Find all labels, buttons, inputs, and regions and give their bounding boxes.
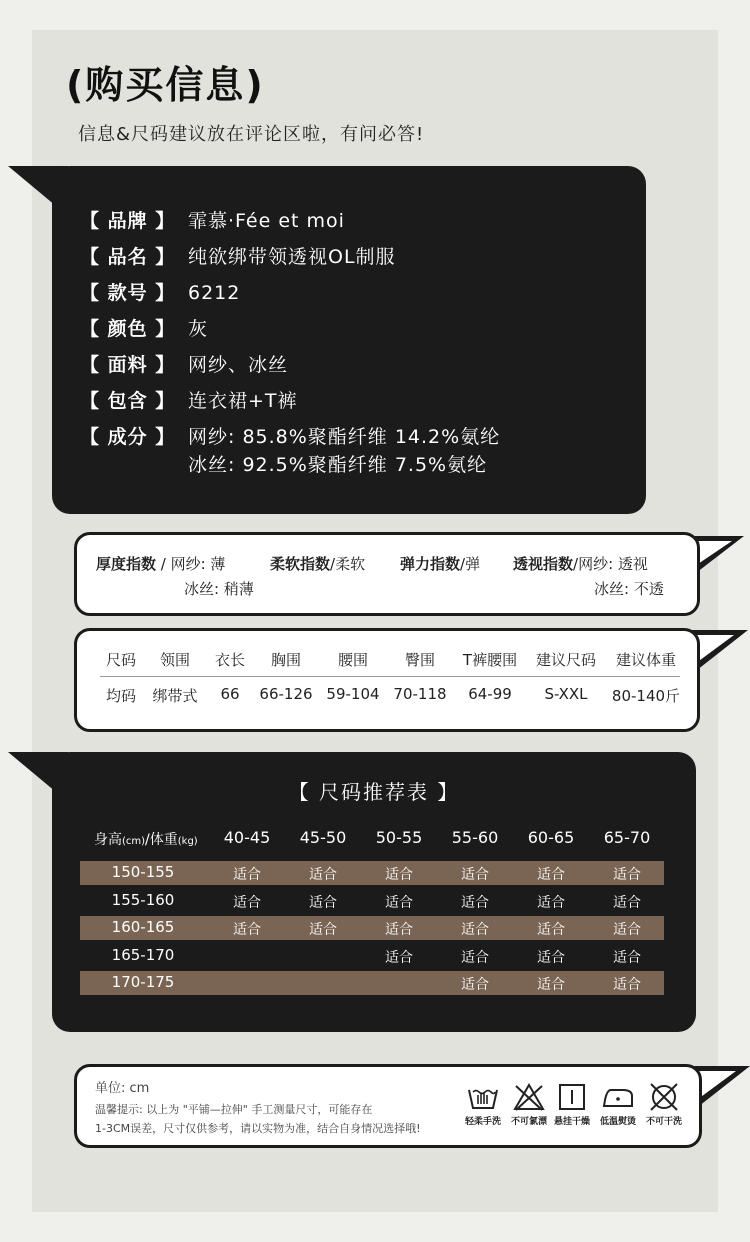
size-header: 臀围 — [404, 651, 436, 669]
sheer-value: /网纱: 透视 — [573, 555, 648, 573]
size-cell: 70-118 — [393, 685, 447, 703]
info-value: 连衣裙+T裤 — [188, 390, 298, 412]
weight-header: 50-55 — [375, 828, 423, 847]
fit-cell: 适合 — [613, 922, 641, 938]
recommend-corner-label — [94, 829, 198, 849]
height-range: 170-175 — [111, 973, 175, 991]
hand-wash-icon — [466, 1082, 500, 1112]
no-dry-clean-icon — [647, 1082, 681, 1112]
size-cell: 66 — [220, 685, 240, 703]
recommend-row — [80, 971, 664, 995]
size-header: 建议体重 — [615, 651, 677, 669]
tip-line-1: 温馨提示: 以上为 "平铺—拉伸" 手工测量尺寸，可能存在 — [95, 1103, 373, 1116]
size-table-box — [74, 628, 700, 732]
info-value: 霏慕·Fée et moi — [188, 210, 345, 232]
info-key: 【 款号 】 — [80, 282, 176, 304]
care-label: 轻柔手洗 — [464, 1117, 501, 1127]
info-row-includes — [80, 386, 298, 413]
corner-height: 身高 — [94, 832, 122, 848]
info-row-fabric — [80, 350, 288, 377]
fit-cell: 适合 — [233, 922, 261, 938]
info-row-style-no — [80, 278, 240, 305]
fit-cell: 适合 — [309, 867, 337, 883]
corner-weight-unit: (kg) — [177, 836, 198, 847]
fit-cell: 适合 — [385, 867, 413, 883]
info-row-brand — [80, 206, 345, 233]
size-cell: 59-104 — [326, 685, 380, 703]
fit-cell: 适合 — [385, 894, 413, 911]
size-cell: 64-99 — [468, 685, 512, 703]
hang-dry-icon — [555, 1082, 589, 1112]
fit-cell: 适合 — [461, 894, 489, 911]
elasticity-label: 弹力指数 — [400, 555, 461, 573]
height-range: 155-160 — [111, 890, 175, 909]
recommend-title: 【 尺码推荐表 】 — [288, 780, 460, 804]
fit-cell: 适合 — [461, 922, 489, 938]
info-value: 网纱: 85.8%聚酯纤维 14.2%氨纶 — [188, 426, 501, 448]
fit-cell: 适合 — [537, 867, 565, 883]
fit-cell: 适合 — [385, 922, 413, 938]
info-value: 6212 — [188, 282, 241, 304]
weight-header: 60-65 — [527, 828, 575, 847]
recommend-row — [80, 944, 664, 968]
thickness-value: / 网纱: 薄 — [156, 555, 226, 573]
indices-box — [74, 532, 700, 616]
fit-cell: 适合 — [385, 949, 413, 966]
info-row-color — [80, 314, 208, 341]
info-value: 纯欲绑带领透视OL制服 — [188, 246, 396, 268]
fit-cell: 适合 — [613, 977, 641, 993]
page-subtitle: 信息&尺码建议放在评论区啦，有问必答! — [78, 124, 425, 145]
sheer-label: 透视指数 — [513, 555, 574, 573]
size-cell: S-XXL — [544, 685, 588, 703]
fit-cell: 适合 — [461, 977, 489, 993]
size-header: T裤腰围 — [462, 651, 518, 669]
size-cell: 66-126 — [259, 685, 313, 703]
fit-cell: 适合 — [461, 949, 489, 966]
size-header: 衣长 — [214, 651, 246, 669]
sheer-index — [513, 553, 648, 574]
size-header: 建议尺码 — [535, 651, 597, 669]
info-value: 网纱、冰丝 — [188, 354, 289, 376]
recommend-row — [80, 889, 664, 913]
corner-height-unit: (cm) — [122, 836, 146, 847]
info-composition-line2: 冰丝: 92.5%聚酯纤维 7.5%氨纶 — [188, 454, 488, 476]
fit-cell: 适合 — [613, 894, 641, 911]
weight-header: 55-60 — [451, 828, 499, 847]
recommend-row — [80, 861, 664, 885]
corner-weight: /体重 — [145, 832, 178, 848]
fit-cell: 适合 — [537, 922, 565, 938]
weight-header: 45-50 — [299, 828, 347, 847]
recommend-row — [80, 916, 664, 940]
size-cell: 均码 — [105, 687, 137, 705]
size-cell: 80-140斤 — [611, 687, 681, 705]
thickness-value-line2: 冰丝: 稍薄 — [184, 580, 254, 598]
sheer-value-line2: 冰丝: 不透 — [594, 580, 664, 598]
page-title: (购买信息) — [66, 63, 265, 107]
size-box-tail — [692, 628, 748, 678]
care-no-dry-clean — [634, 1082, 694, 1127]
fit-cell: 适合 — [537, 894, 565, 911]
size-header: 腰围 — [337, 651, 369, 669]
info-key: 【 品名 】 — [80, 246, 176, 268]
size-header: 胸围 — [270, 651, 302, 669]
size-cell: 绑带式 — [152, 687, 198, 705]
info-key: 【 面料 】 — [80, 354, 176, 376]
tip-line-2: 1-3CM误差，尺寸仅供参考，请以实物为准，结合自身情况选择哦! — [95, 1122, 421, 1135]
care-label: 悬挂干燥 — [553, 1117, 590, 1127]
fit-cell: 适合 — [233, 867, 261, 883]
thickness-label: 厚度指数 — [96, 555, 157, 573]
fit-cell: 适合 — [613, 867, 641, 883]
info-key: 【 颜色 】 — [80, 318, 176, 340]
softness-label: 柔软指数 — [270, 555, 331, 573]
info-row-name — [80, 242, 396, 269]
care-label: 低温熨烫 — [599, 1117, 636, 1127]
fit-cell: 适合 — [233, 894, 261, 911]
fit-cell: 适合 — [613, 949, 641, 966]
care-label: 不可氯漂 — [510, 1117, 547, 1127]
weight-header: 40-45 — [223, 828, 271, 847]
height-range: 150-155 — [111, 863, 175, 881]
low-iron-icon — [601, 1082, 635, 1112]
softness-value: /柔软 — [330, 555, 366, 573]
elasticity-index — [400, 553, 480, 574]
fit-cell: 适合 — [537, 949, 565, 966]
height-range: 165-170 — [111, 945, 175, 964]
info-key: 【 包含 】 — [80, 390, 176, 412]
height-range: 160-165 — [111, 918, 175, 936]
info-key: 【 品牌 】 — [80, 210, 176, 232]
info-value: 灰 — [188, 318, 209, 340]
weight-header: 65-70 — [603, 828, 651, 847]
unit-note: 单位: cm — [95, 1081, 150, 1096]
fit-cell: 适合 — [461, 867, 489, 883]
fit-cell: 适合 — [309, 894, 337, 911]
care-label: 不可干洗 — [645, 1117, 682, 1127]
size-header: 领围 — [159, 651, 191, 669]
fit-cell: 适合 — [537, 977, 565, 993]
softness-index — [270, 553, 365, 574]
thickness-index — [96, 553, 225, 574]
fit-cell: 适合 — [309, 922, 337, 938]
size-header: 尺码 — [105, 651, 137, 669]
info-key: 【 成分 】 — [80, 426, 176, 448]
elasticity-value: /弹 — [460, 555, 481, 573]
info-row-composition — [80, 422, 500, 449]
size-table-divider — [100, 676, 680, 677]
no-bleach-icon — [512, 1082, 546, 1112]
footer-box-tail — [694, 1064, 750, 1114]
